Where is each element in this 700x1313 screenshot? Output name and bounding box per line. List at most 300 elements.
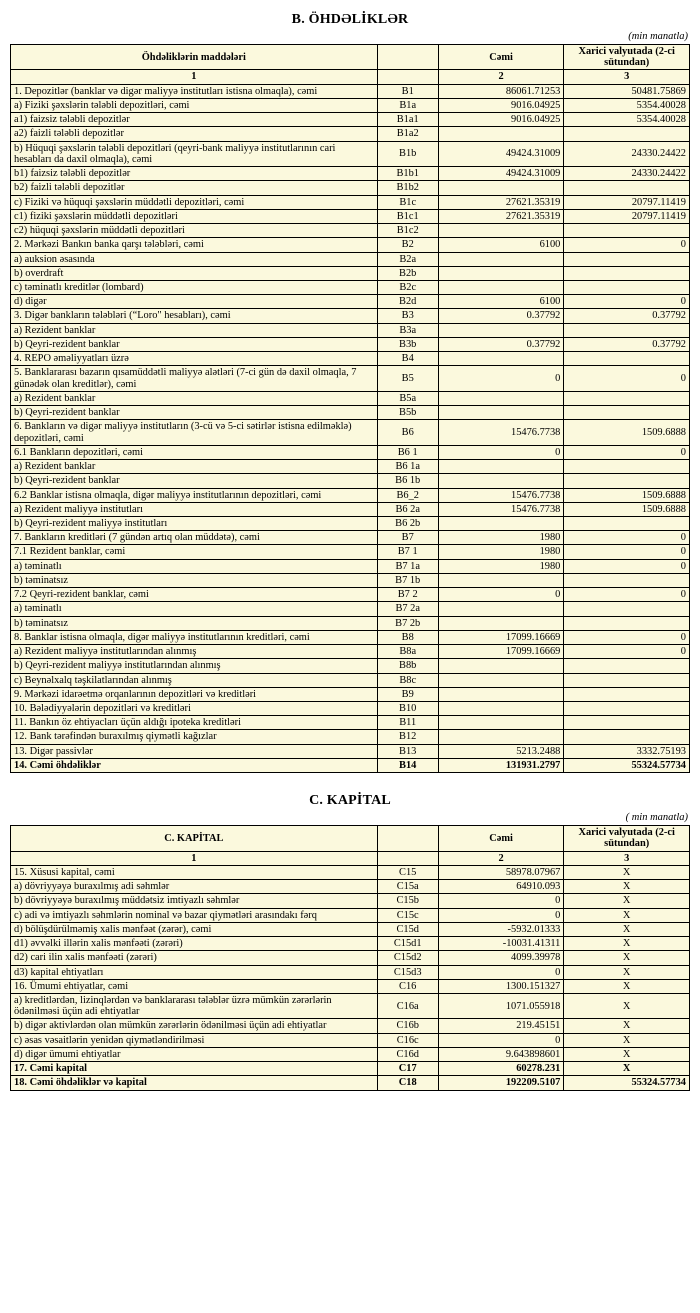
table-row	[11, 880, 690, 894]
row-total: 15476.7738	[438, 420, 564, 445]
row-code: C16d	[377, 1047, 438, 1061]
table-row	[11, 922, 690, 936]
row-code: C15c	[377, 908, 438, 922]
row-code: B1	[377, 84, 438, 98]
row-fx	[564, 474, 690, 488]
table-row	[11, 630, 690, 644]
row-total: 0.37792	[438, 337, 564, 351]
table-row	[11, 758, 690, 772]
row-fx: 0	[564, 445, 690, 459]
row-label: d) bölüşdürülməmiş xalis mənfəət (zərər), cəmi	[11, 922, 378, 936]
row-code: B3a	[377, 323, 438, 337]
row-label: c) Fiziki və hüquqi şəxslərin müddətli depozitləri, cəmi	[11, 195, 378, 209]
row-total	[438, 573, 564, 587]
row-total: 86061.71253	[438, 84, 564, 98]
row-label: 6.2 Banklar istisna olmaqla, digər maliyyə institutlarının depozitləri, cəmi	[11, 488, 378, 502]
row-label: 7.2 Qeyri-rezident banklar, cəmi	[11, 588, 378, 602]
row-total: 5213.2488	[438, 744, 564, 758]
table-row	[11, 908, 690, 922]
header-items: Öhdəliklərin maddələri	[11, 45, 378, 70]
row-total: 17099.16669	[438, 645, 564, 659]
row-label: a) Rezident banklar	[11, 323, 378, 337]
row-total	[438, 616, 564, 630]
row-label: 5. Banklararası bazarın qısamüddətli maliyyə alətləri (7-ci gün də daxil olmaqla, 7 günədək olan kreditlər), cəmi	[11, 366, 378, 391]
row-code: B7 1a	[377, 559, 438, 573]
row-code: B7 1b	[377, 573, 438, 587]
row-total: 1980	[438, 531, 564, 545]
row-label: a) Rezident maliyyə institutları	[11, 502, 378, 516]
row-fx: X	[564, 865, 690, 879]
row-label: b1) faizsiz tələbli depozitlər	[11, 167, 378, 181]
row-label: c) əsas vəsaitlərin yenidən qiymətləndirilməsi	[11, 1033, 378, 1047]
row-code: B10	[377, 702, 438, 716]
row-total	[438, 673, 564, 687]
row-label: a) Rezident banklar	[11, 391, 378, 405]
row-label: 7.1 Rezident banklar, cəmi	[11, 545, 378, 559]
table-row	[11, 224, 690, 238]
row-code: B8c	[377, 673, 438, 687]
row-label: 4. REPO əməliyyatları üzrə	[11, 352, 378, 366]
table-row	[11, 965, 690, 979]
colnum-1: 1	[11, 70, 378, 84]
table-row	[11, 937, 690, 951]
table-row	[11, 588, 690, 602]
row-fx: 0	[564, 545, 690, 559]
section-c-units: ( min manatla)	[625, 812, 688, 824]
row-label: b) Qeyri-rezident banklar	[11, 474, 378, 488]
row-fx: 24330.24422	[564, 141, 690, 166]
row-code: B6 1	[377, 445, 438, 459]
row-total: 0	[438, 445, 564, 459]
row-code: C15b	[377, 894, 438, 908]
table-row	[11, 460, 690, 474]
row-fx	[564, 602, 690, 616]
row-fx	[564, 406, 690, 420]
row-label: d2) cari ilin xalis mənfəəti (zərəri)	[11, 951, 378, 965]
row-code: B7 2b	[377, 616, 438, 630]
row-label: b) Hüquqi şəxslərin tələbli depozitləri (qeyri-bank maliyyə institutlarının cari hesabları da daxil olmaqla), cəmi	[11, 141, 378, 166]
row-total: 0	[438, 965, 564, 979]
colnum-code	[377, 851, 438, 865]
row-code: C16	[377, 979, 438, 993]
liabilities-table	[10, 44, 690, 773]
table-row	[11, 445, 690, 459]
row-total	[438, 474, 564, 488]
table-row	[11, 352, 690, 366]
row-label: c) təminatlı kreditlər (lombard)	[11, 280, 378, 294]
header-fx: Xarici valyutada (2-ci sütundan)	[564, 826, 690, 851]
row-total	[438, 687, 564, 701]
colnum-2: 2	[438, 70, 564, 84]
row-fx	[564, 127, 690, 141]
row-fx: 1509.6888	[564, 502, 690, 516]
header-items: C. KAPİTAL	[11, 826, 378, 851]
table-row	[11, 209, 690, 223]
row-fx: 0	[564, 238, 690, 252]
table-row	[11, 420, 690, 445]
row-fx	[564, 280, 690, 294]
row-total: 0	[438, 366, 564, 391]
row-code: C15d3	[377, 965, 438, 979]
row-label: 18. Cəmi öhdəliklər və kapital	[11, 1076, 378, 1090]
row-fx: 0	[564, 559, 690, 573]
row-total: 6100	[438, 295, 564, 309]
row-fx	[564, 391, 690, 405]
table-row	[11, 1062, 690, 1076]
row-code: B8	[377, 630, 438, 644]
table-row	[11, 545, 690, 559]
row-label: d3) kapital ehtiyatları	[11, 965, 378, 979]
table-header-row	[11, 45, 690, 70]
row-label: c2) hüquqi şəxslərin müddətli depozitləri	[11, 224, 378, 238]
row-fx	[564, 616, 690, 630]
row-label: a) auksion əsasında	[11, 252, 378, 266]
table-row	[11, 702, 690, 716]
row-fx	[564, 687, 690, 701]
table-row	[11, 295, 690, 309]
row-code: C15d2	[377, 951, 438, 965]
table-row	[11, 167, 690, 181]
row-total	[438, 391, 564, 405]
row-label: d1) əvvəlki illərin xalis mənfəəti (zərəri)	[11, 937, 378, 951]
row-total: 9016.04925	[438, 98, 564, 112]
row-total: -10031.41311	[438, 937, 564, 951]
table-row	[11, 531, 690, 545]
row-fx: 0	[564, 295, 690, 309]
colnum-code	[377, 70, 438, 84]
table-row	[11, 659, 690, 673]
row-total	[438, 659, 564, 673]
section-b-title: B. ÖHDƏLİKLƏR	[291, 12, 409, 27]
row-total	[438, 716, 564, 730]
row-fx: 24330.24422	[564, 167, 690, 181]
row-total: 6100	[438, 238, 564, 252]
row-fx	[564, 702, 690, 716]
row-total	[438, 280, 564, 294]
row-code: B5a	[377, 391, 438, 405]
section-divider	[10, 773, 690, 789]
table-row	[11, 645, 690, 659]
row-code: B1a2	[377, 127, 438, 141]
row-total: 1071.055918	[438, 994, 564, 1019]
row-fx: 55324.57734	[564, 1076, 690, 1090]
table-row	[11, 406, 690, 420]
table-row	[11, 127, 690, 141]
table-row	[11, 687, 690, 701]
row-fx	[564, 673, 690, 687]
colnum-3: 3	[564, 70, 690, 84]
row-code: B2a	[377, 252, 438, 266]
table-row	[11, 98, 690, 112]
colnum-1: 1	[11, 851, 378, 865]
row-label: 7. Bankların kreditləri (7 gündən artıq olan müddətə), cəmi	[11, 531, 378, 545]
row-label: a) Rezident banklar	[11, 460, 378, 474]
row-fx: X	[564, 937, 690, 951]
row-code: B1b	[377, 141, 438, 166]
row-fx: 0.37792	[564, 309, 690, 323]
row-code: B7 2a	[377, 602, 438, 616]
row-label: 1. Depozitlər (banklar və digər maliyyə institutları istisna olmaqla), cəmi	[11, 84, 378, 98]
table-row	[11, 280, 690, 294]
row-fx: 20797.11419	[564, 209, 690, 223]
row-label: a) dövriyyəyə buraxılmış adi səhmlər	[11, 880, 378, 894]
row-fx: 20797.11419	[564, 195, 690, 209]
row-total	[438, 352, 564, 366]
row-label: 9. Mərkəzi idarəetmə orqanlarının depozitləri və kreditləri	[11, 687, 378, 701]
row-total: 131931.2797	[438, 758, 564, 772]
row-label: 6.1 Bankların depozitləri, cəmi	[11, 445, 378, 459]
table-row	[11, 979, 690, 993]
row-total: 17099.16669	[438, 630, 564, 644]
row-fx: X	[564, 994, 690, 1019]
row-code: B2	[377, 238, 438, 252]
row-code: B2b	[377, 266, 438, 280]
row-code: B6 2a	[377, 502, 438, 516]
row-label: c1) fiziki şəxslərin müddətli depozitləri	[11, 209, 378, 223]
row-total: 0.37792	[438, 309, 564, 323]
row-code: B9	[377, 687, 438, 701]
row-total: 192209.5107	[438, 1076, 564, 1090]
table-row	[11, 84, 690, 98]
row-code: B13	[377, 744, 438, 758]
table-row	[11, 744, 690, 758]
row-label: 8. Banklar istisna olmaqla, digər maliyyə institutlarının kreditləri, cəmi	[11, 630, 378, 644]
row-fx: X	[564, 922, 690, 936]
row-code: B6_2	[377, 488, 438, 502]
row-label: a) Rezident maliyyə institutlarından alınmış	[11, 645, 378, 659]
row-code: B4	[377, 352, 438, 366]
row-fx: X	[564, 1062, 690, 1076]
row-fx	[564, 573, 690, 587]
row-code: B8a	[377, 645, 438, 659]
row-total: 60278.231	[438, 1062, 564, 1076]
row-label: 10. Bələdiyyələrin depozitləri və kreditləri	[11, 702, 378, 716]
row-total	[438, 602, 564, 616]
row-code: C16b	[377, 1019, 438, 1033]
row-fx	[564, 224, 690, 238]
row-label: b) digər aktivlərdən olan mümkün zərərlərin ödənilməsi üçün adi ehtiyatlar	[11, 1019, 378, 1033]
table-row	[11, 1033, 690, 1047]
row-label: d) digər	[11, 295, 378, 309]
row-code: B1c	[377, 195, 438, 209]
row-code: C17	[377, 1062, 438, 1076]
row-code: B1a	[377, 98, 438, 112]
row-label: b2) faizli tələbli depozitlər	[11, 181, 378, 195]
row-total: 15476.7738	[438, 488, 564, 502]
row-code: B1b2	[377, 181, 438, 195]
table-row	[11, 366, 690, 391]
row-total: 1980	[438, 545, 564, 559]
row-fx: 0.37792	[564, 337, 690, 351]
capital-table	[10, 825, 690, 1090]
row-code: C16c	[377, 1033, 438, 1047]
row-total	[438, 460, 564, 474]
row-total: 9016.04925	[438, 113, 564, 127]
table-row	[11, 113, 690, 127]
row-code: B11	[377, 716, 438, 730]
row-code: B1c1	[377, 209, 438, 223]
row-fx: 1509.6888	[564, 420, 690, 445]
row-code: C15d1	[377, 937, 438, 951]
row-total: 64910.093	[438, 880, 564, 894]
row-total: 58978.07967	[438, 865, 564, 879]
table-row	[11, 1076, 690, 1090]
row-fx: X	[564, 908, 690, 922]
table-row	[11, 559, 690, 573]
table-row	[11, 516, 690, 530]
row-code: B12	[377, 730, 438, 744]
row-total: 49424.31009	[438, 141, 564, 166]
row-label: b) Qeyri-rezident banklar	[11, 337, 378, 351]
table-row	[11, 266, 690, 280]
row-fx: 3332.75193	[564, 744, 690, 758]
row-total	[438, 127, 564, 141]
row-code: B3	[377, 309, 438, 323]
row-fx: 0	[564, 630, 690, 644]
table-row	[11, 865, 690, 879]
row-code: B5b	[377, 406, 438, 420]
row-total	[438, 516, 564, 530]
row-fx	[564, 181, 690, 195]
table-row	[11, 573, 690, 587]
row-label: b) təminatsız	[11, 616, 378, 630]
row-fx	[564, 516, 690, 530]
row-label: a) kreditlərdən, lizinqlərdən və banklararası tələblər üzrə mümkün zərərlərin ödənilməsi üçün adi ehtiyatlar	[11, 994, 378, 1019]
row-label: b) Qeyri-rezident banklar	[11, 406, 378, 420]
row-fx	[564, 730, 690, 744]
row-fx: X	[564, 880, 690, 894]
table-row	[11, 141, 690, 166]
table-row	[11, 716, 690, 730]
table-row	[11, 181, 690, 195]
row-code: B6 2b	[377, 516, 438, 530]
row-fx: 1509.6888	[564, 488, 690, 502]
table-row	[11, 894, 690, 908]
row-label: 17. Cəmi kapital	[11, 1062, 378, 1076]
table-row	[11, 730, 690, 744]
row-label: b) Qeyri-rezident maliyyə institutları	[11, 516, 378, 530]
row-fx	[564, 323, 690, 337]
row-total: 27621.35319	[438, 209, 564, 223]
table-row	[11, 602, 690, 616]
row-label: a1) faizsiz tələbli depozitlər	[11, 113, 378, 127]
header-code	[377, 826, 438, 851]
row-code: B14	[377, 758, 438, 772]
row-label: a) təminatlı	[11, 559, 378, 573]
row-fx: 0	[564, 366, 690, 391]
row-code: C15	[377, 865, 438, 879]
row-label: a) Fiziki şəxslərin tələbli depozitləri, cəmi	[11, 98, 378, 112]
row-total: 1300.151327	[438, 979, 564, 993]
row-code: B1b1	[377, 167, 438, 181]
row-code: B6	[377, 420, 438, 445]
row-fx: X	[564, 951, 690, 965]
row-fx: 0	[564, 645, 690, 659]
row-total: 219.45151	[438, 1019, 564, 1033]
row-total	[438, 181, 564, 195]
row-fx: X	[564, 894, 690, 908]
row-code: B2c	[377, 280, 438, 294]
row-total: 0	[438, 894, 564, 908]
table-row	[11, 488, 690, 502]
row-fx	[564, 716, 690, 730]
row-label: 13. Digər passivlər	[11, 744, 378, 758]
table-row	[11, 337, 690, 351]
row-label: b) dövriyyəyə buraxılmış müddətsiz imtiyazlı səhmlər	[11, 894, 378, 908]
header-total: Cəmi	[438, 45, 564, 70]
row-total: -5932.01333	[438, 922, 564, 936]
row-fx: 50481.75869	[564, 84, 690, 98]
row-code: B8b	[377, 659, 438, 673]
table-row	[11, 951, 690, 965]
row-code: B7 1	[377, 545, 438, 559]
row-label: a) təminatlı	[11, 602, 378, 616]
row-label: 14. Cəmi öhdəliklər	[11, 758, 378, 772]
row-code: C16a	[377, 994, 438, 1019]
row-label: a2) faizli tələbli depozitlər	[11, 127, 378, 141]
row-total	[438, 266, 564, 280]
row-label: d) digər ümumi ehtiyatlar	[11, 1047, 378, 1061]
row-total: 27621.35319	[438, 195, 564, 209]
header-fx: Xarici valyutada (2-ci sütundan)	[564, 45, 690, 70]
row-total	[438, 730, 564, 744]
row-fx: 5354.40028	[564, 113, 690, 127]
table-row	[11, 195, 690, 209]
table-row	[11, 391, 690, 405]
row-total	[438, 224, 564, 238]
row-total: 49424.31009	[438, 167, 564, 181]
header-code	[377, 45, 438, 70]
table-row	[11, 1019, 690, 1033]
row-label: c) adi və imtiyazlı səhmlərin nominal və bazar qiymətləri arasındakı fərq	[11, 908, 378, 922]
table-row	[11, 502, 690, 516]
row-fx: X	[564, 979, 690, 993]
row-total: 4099.39978	[438, 951, 564, 965]
table-row	[11, 994, 690, 1019]
row-label: 3. Digər bankların tələbləri (“Loro" hesabları), cəmi	[11, 309, 378, 323]
row-code: B2d	[377, 295, 438, 309]
row-label: 6. Bankların və digər maliyyə institutların (3-cü və 5-ci sətirlər istisna edilməklə) depozitləri, cəmi	[11, 420, 378, 445]
row-code: C15a	[377, 880, 438, 894]
row-total: 1980	[438, 559, 564, 573]
row-code: B6 1a	[377, 460, 438, 474]
row-code: B7	[377, 531, 438, 545]
table-column-numbers	[11, 851, 690, 865]
row-code: B1c2	[377, 224, 438, 238]
row-fx: X	[564, 1047, 690, 1061]
row-total: 15476.7738	[438, 502, 564, 516]
row-code: B3b	[377, 337, 438, 351]
row-label: 12. Bank tərəfindən buraxılmış qiymətli kağızlar	[11, 730, 378, 744]
table-row	[11, 309, 690, 323]
row-label: b) Qeyri-rezident maliyyə institutlarından alınmış	[11, 659, 378, 673]
row-code: B6 1b	[377, 474, 438, 488]
row-label: c) Beynəlxalq təşkilatlarından alınmış	[11, 673, 378, 687]
table-row	[11, 1047, 690, 1061]
row-fx: 5354.40028	[564, 98, 690, 112]
row-label: b) təminatsız	[11, 573, 378, 587]
row-code: C18	[377, 1076, 438, 1090]
table-row	[11, 238, 690, 252]
row-code: B5	[377, 366, 438, 391]
row-label: 15. Xüsusi kapital, cəmi	[11, 865, 378, 879]
row-total: 0	[438, 1033, 564, 1047]
row-total: 0	[438, 908, 564, 922]
row-fx: 55324.57734	[564, 758, 690, 772]
row-fx: 0	[564, 531, 690, 545]
row-total	[438, 252, 564, 266]
row-label: 11. Bankın öz ehtiyacları üçün aldığı ipoteka kreditləri	[11, 716, 378, 730]
